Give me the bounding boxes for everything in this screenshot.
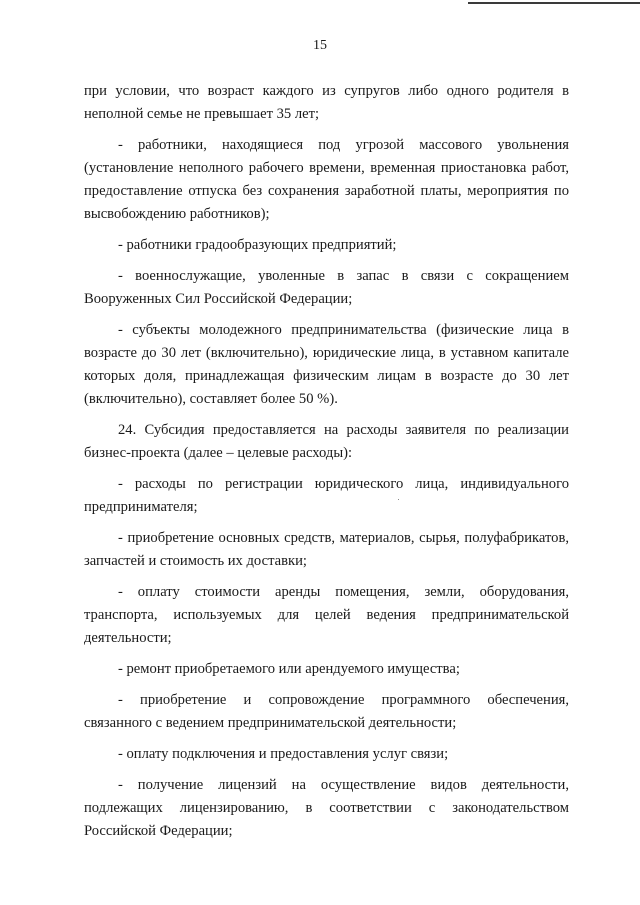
- paragraph-licenses: - получение лицензий на осуществление видов деятельности, подлежащих лицензированию, в соответствии с законодательством Российской Федерации;: [84, 777, 569, 839]
- paragraph-software: - приобретение и сопровождение программного обеспечения, связанного с ведением предпринимательской деятельности;: [84, 692, 569, 731]
- paragraph-condition-age: при условии, что возраст каждого из супругов либо одного родителя в неполной семье не превышает 35 лет;: [84, 83, 569, 122]
- paragraph-rent-payment: - оплату стоимости аренды помещения, земли, оборудования, транспорта, используемых для целей ведения предпринимательской деятельности;: [84, 584, 569, 646]
- paragraph-property-repair: - ремонт приобретаемого или арендуемого имущества;: [118, 661, 460, 677]
- paragraph-fixed-assets: - приобретение основных средств, материалов, сырья, полуфабрикатов, запчастей и стоимость их доставки;: [84, 530, 569, 569]
- document-body: [84, 80, 569, 843]
- paragraph-military-retired: - военнослужащие, уволенные в запас в связи с сокращением Вооруженных Сил Российской Федерации;: [84, 268, 569, 307]
- paragraph-communication-services: - оплату подключения и предоставления услуг связи;: [118, 746, 449, 762]
- paragraph-registration-costs: - расходы по регистрации юридического лица, индивидуального предпринимателя;: [84, 476, 569, 515]
- paragraph-town-forming-workers: - работники градообразующих предприятий;: [118, 237, 397, 253]
- scan-artifact-dot: [398, 499, 399, 500]
- top-edge-line: [468, 2, 640, 4]
- paragraph-section-24: 24. Субсидия предоставляется на расходы заявителя по реализации бизнес-проекта (далее – целевые расходы):: [84, 422, 569, 461]
- paragraph-youth-entrepreneurship: - субъекты молодежного предпринимательства (физические лица в возрасте до 30 лет (включительно), юридические лица, в уставном капитале которых доля, принадлежащая физическим лицам в возрасте до 30 лет (включительно), составляет более 50 %).: [84, 322, 569, 407]
- paragraph-workers-layoff-threat: - работники, находящиеся под угрозой массового увольнения (установление неполного рабочего времени, временная приостановка работ, предоставление отпуска без сохранения заработной платы, мероприятия по высвобождению работников);: [84, 137, 569, 222]
- page-number: 15: [313, 38, 327, 53]
